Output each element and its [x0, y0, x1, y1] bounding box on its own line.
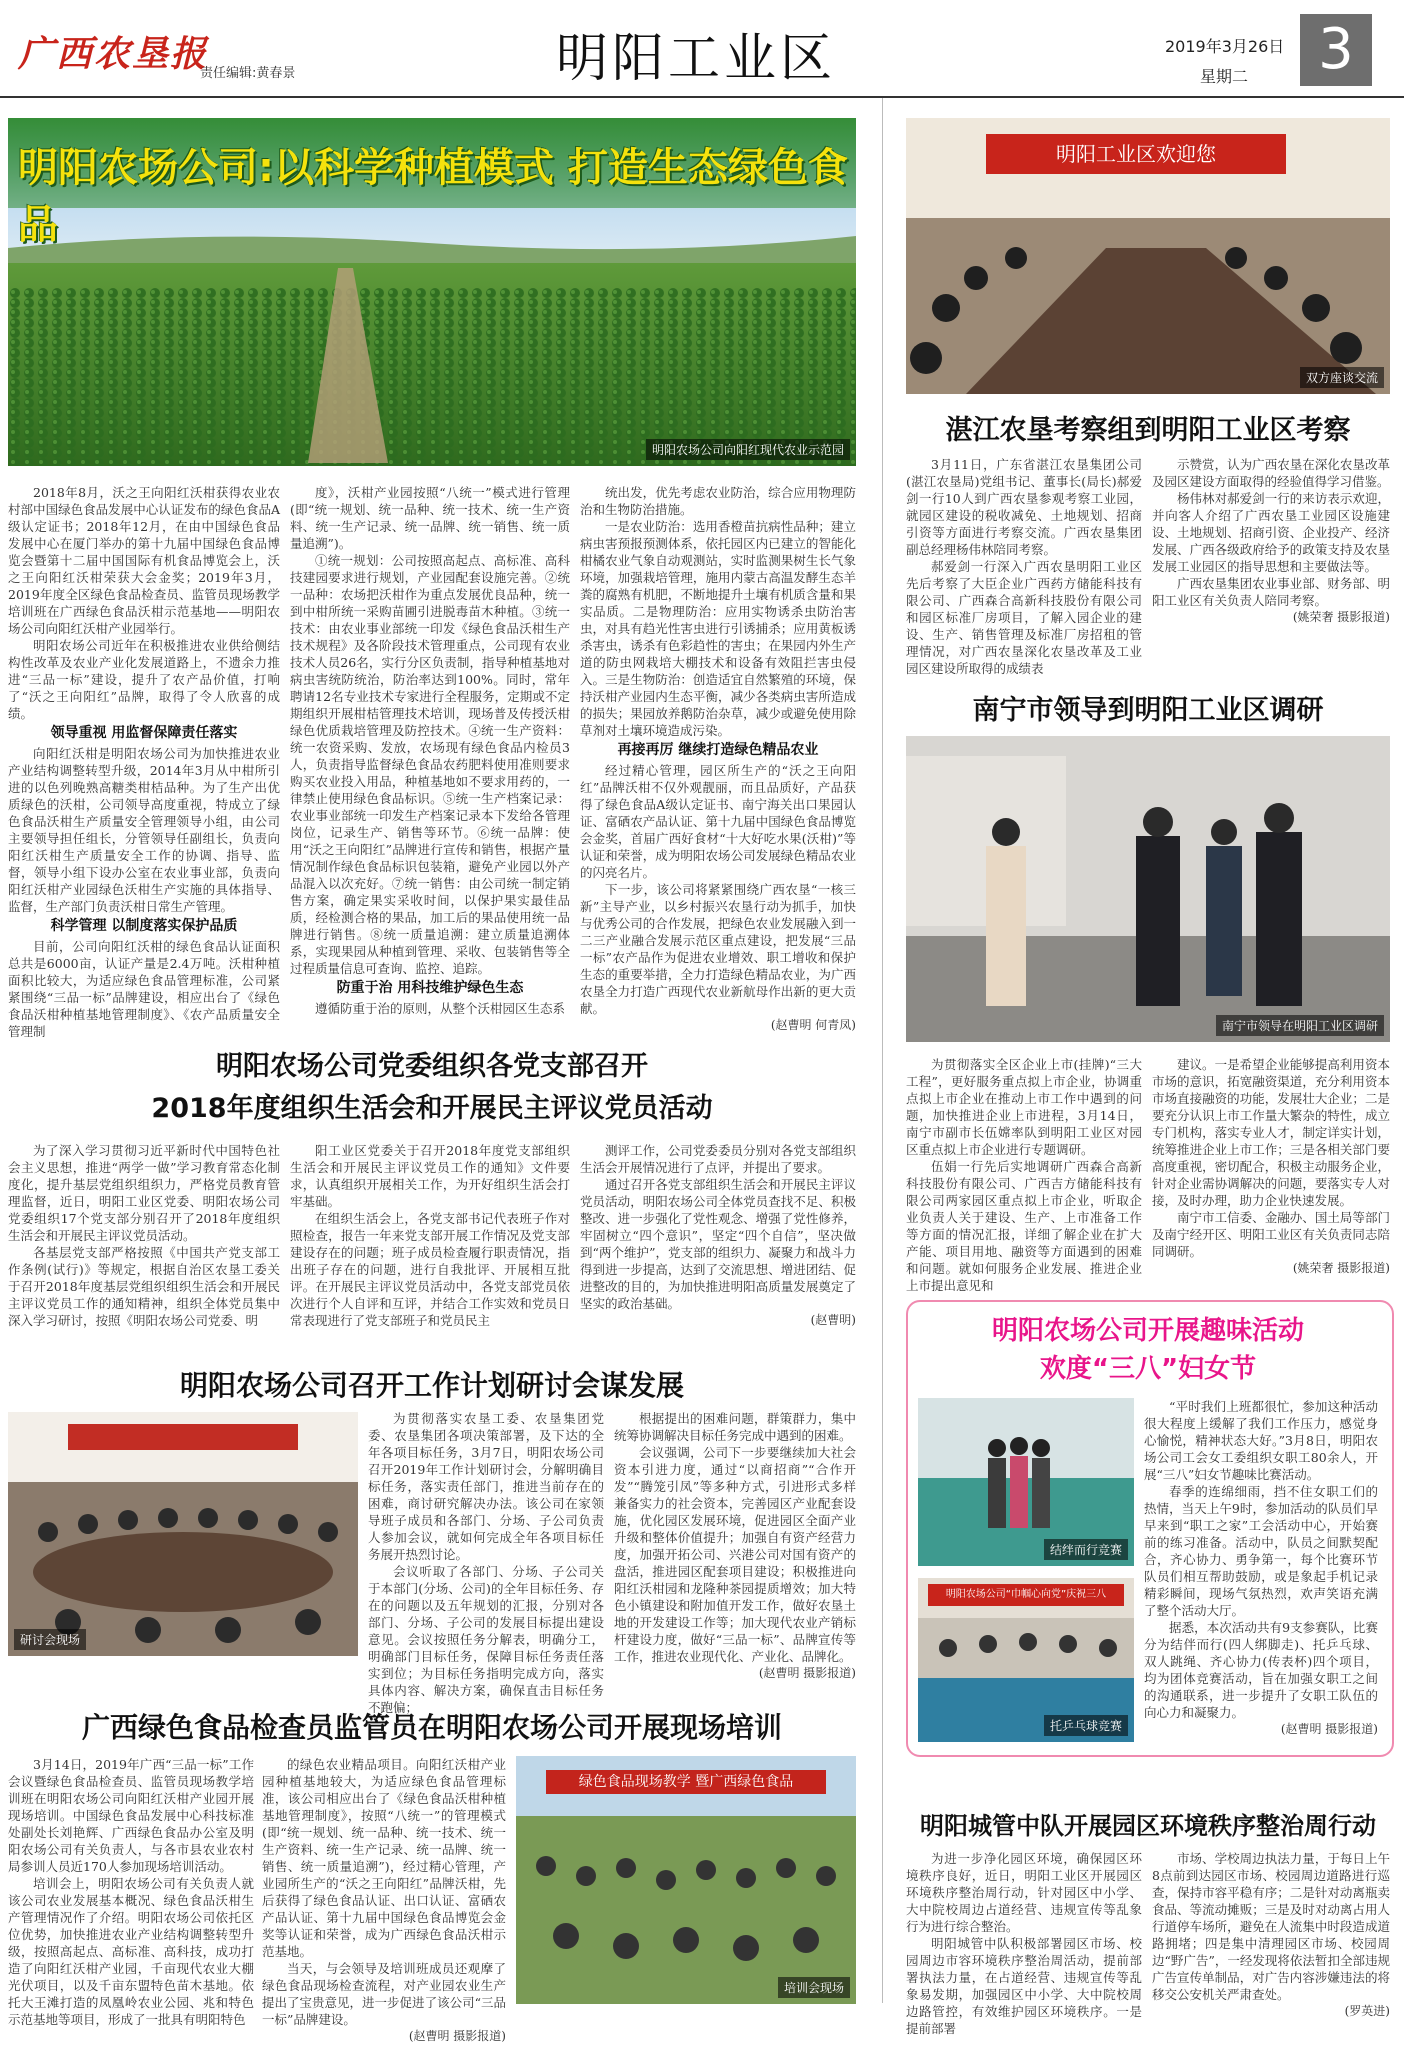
- byline: (赵曹明 摄影报道): [1280, 1722, 1378, 1736]
- paragraph: 各基层党支部严格按照《中国共产党支部工作条例(试行)》等规定，根据自治区农垦工委关于召开2018年度基层党组织组织生活会和开展民主评议党员工作的通知精神，组织全体党员集中深入学习研讨，按照《明阳农场公司党委、明: [8, 1245, 280, 1328]
- seminar-photo: [8, 1412, 358, 1656]
- paragraph: 会议听取了各部门、分场、子公司关于本部门(分场、公司)的全年目标任务、存在的问题以及五年规划的汇报，分别对各部门、分场、子公司的发展目标提出建设意见。会议按照任务分解表，明确分工，明确部门目标任务，保障目标任务责任落实到位；为目标任务指明完成方向，落实具体内容、解决方案，确保直击目标任务不跑偏；: [368, 1564, 604, 1715]
- byline: (赵曹明 何青凤): [770, 1018, 856, 1032]
- paragraph: 为进一步净化园区环境，确保园区环境秩序良好，近日，明阳工业区开展园区环境秩序整治周行动，针对园区中小学、大中院校周边占道经营、违规宣传等乱象行为进行综合整治。: [906, 1851, 1142, 1934]
- title-line: 欢度“三八”妇女节: [1039, 1354, 1257, 1384]
- paragraph: 明阳农场公司近年在积极推进农业供给侧结构性改革及农业产业化发展道路上，不遗余力推进“三品一标”建设，提升了农产品价值，打响了“沃之王向阳红”品牌，取得了令人欣喜的成绩。: [8, 638, 280, 721]
- article-a4-col2: [262, 1756, 506, 2043]
- paragraph: 会议强调，公司下一步要继续加大社会资本引进力度，通过“以商招商”“合作开发”“腾笼引凤”等多种方式，引进形式多样兼备实力的社会资本，完善园区产业配套设施，优化园区发展环境，促进园区全面产业升级和整体价值提升；加强自有资产经营力度，加强开拓公司、兴港公司对国有资产的盘活，推进园区配套项目建设；积极推进向阳红沃柑园和龙隆种茶园提质增效；加大特色小镇建设和附加值开发工作，做好农垦土地的开发建设工作等；加大现代农业产销标杆建设力度，做好“三品一标”、品牌宣传等工作，推进农业现代化、产业化、品牌化。: [614, 1445, 856, 1664]
- article-a3-col1: [368, 1410, 604, 1715]
- byline: (赵曹明): [810, 1313, 856, 1327]
- seminar-illustration: [8, 1412, 358, 1656]
- paragraph: 据悉，本次活动共有9支参赛队，比赛分为结伴而行(四人绑脚走)、托乒乓球、双人跳绳、齐心协力(传表杯)四个项目，均为团体竞赛活动，旨在加强女职工之间的沟通联系，进一步提升了女职工队伍的向心力和凝聚力。: [1144, 1620, 1378, 1720]
- paragraph: 培训会上，明阳农场公司有关负责人就该公司农业发展基本概况、绿色食品沃柑生产管理情况作了介绍。明阳农场公司依托区位优势，加快推进农业产业结构调整转型升级，按照高起点、高标准、高科技，成功打造了向阳红沃柑产业园，千亩现代农业大棚光伏项目，以及千亩东盟特色苗木基地。依托大王滩打造的凤凰岭农业公园、兆和特色示范基地等项目，形成了一批具有明阳特色: [8, 1876, 254, 2027]
- responsible-editor: 责任编辑:黄春景: [200, 66, 296, 81]
- byline: (赵曹明 摄影报道): [758, 1666, 856, 1680]
- article-a3-col2: [614, 1410, 856, 1680]
- race-photo-caption: 结绊而行竞赛: [1044, 1539, 1128, 1560]
- article-b2-title: 南宁市领导到明阳工业区调研: [972, 695, 1324, 726]
- article-b1-col1: [906, 456, 1142, 676]
- paragraph: 示赞赏，认为广西农垦在深化农垦改革及园区建设方面取得的经验值得学习借鉴。: [1152, 457, 1390, 489]
- pingpong-photo: [918, 1578, 1134, 1742]
- officials-photo: [906, 736, 1390, 1042]
- subheading: 科学管理 以制度落实保护品质: [50, 918, 238, 934]
- article-b3-title: [916, 1312, 1380, 1388]
- officials-illustration: [906, 736, 1390, 1042]
- paragraph: 的绿色农业精品项目。向阳红沃柑产业园种植基地较大，为适应绿色食品管理标准，该公司相应出台了《绿色食品沃柑种植基地管理制度》，按照“八统一”的管理模式(即“统一规划、统一品种、统一技术、统一生产资料、统一生产记录、统一品牌、统一销售、统一质量追溯”)，经过精心管理，产业园所生产的“沃之王向阳红”品牌沃柑，先后获得了绿色食品认证、出口认证、富硒农产品认证、第十九届中国绿色食品博览会金奖等认证和荣誉，成为广西绿色食品沃柑示范基地。: [262, 1757, 506, 1959]
- officials-photo-caption: 南宁市领导在明阳工业区调研: [1216, 1015, 1384, 1036]
- subheading: 领导重视 用监督保障责任落实: [50, 725, 238, 741]
- paragraph: 南宁市工信委、金融办、国土局等部门及南宁经开区、明阳工业区有关负责同志陪同调研。: [1152, 1210, 1390, 1259]
- paragraph: 阳工业区党委关于召开2018年度党支部组织生活会和开展民主评议党员工作的通知》文件要求，认真组织开展相关工作，为开好组织生活会打牢基础。: [290, 1143, 570, 1209]
- paragraph: 通过召开各党支部组织生活会和开展民主评议党员活动，明阳农场公司全体党员查找不足、积极整改、进一步强化了党性观念、增强了党性修养，牢固树立“四个意识”，坚定“四个自信”，坚决做到“两个维护”，党支部的组织力、凝聚力和战斗力得到进一步提高，达到了交流思想、增进团结、促进整改的目的，为加快推进明阳高质量发展奠定了坚实的政治基础。: [580, 1177, 856, 1311]
- article-a1-col1: [8, 484, 280, 1039]
- paragraph: 杨伟林对郝爱剑一行的来访表示欢迎，并向客人介绍了广西农垦工业园区设施建设、土地规划、招商引资、企业投产、经济发展、广西各级政府给予的政策支持及农垦发展工业园区的指导思想和主要做法等。: [1152, 491, 1390, 574]
- orchard-photo: [8, 118, 856, 466]
- paragraph: 目前，公司向阳红沃柑的绿色食品认证面积总共是6000亩，认证产量是2.4万吨。沃柑种植面积比较大，为适应绿色食品管理标准，公司紧紧围绕“三品一标”品牌建设，相应出台了《绿色食品沃柑种植基地管理制度》、《农产品质量安全管理制: [8, 939, 280, 1039]
- article-b4-col1: [906, 1850, 1142, 2036]
- article-b3-text: [1144, 1398, 1378, 1742]
- title-line: 2018年度组织生活会和开展民主评议党员活动: [151, 1093, 713, 1124]
- issue-weekday: 星期二: [1200, 67, 1249, 86]
- paragraph: 当天，与会领导及培训班成员还观摩了绿色食品现场检查流程，对产业园农业生产提出了宝贵意见，进一步促进了该公司“三品一标”品牌建设。: [262, 1961, 506, 2027]
- paragraph: 郝爱剑一行深入广西农垦明阳工业区先后考察了大臣企业广西药方储能科技有限公司、广西森合高新科技股份有限公司和园区标准厂房项目，了解入园企业的建设、生产、销售管理及标准厂房招租的管理情况，对广西农垦深化农垦改革及工业园区建设所取得的成绩表: [906, 559, 1142, 676]
- paragraph: “平时我们上班都很忙，参加这种活动很大程度上缓解了我们工作压力，感觉身心愉悦，精神状态大好。”3月8日，明阳农场公司工会女工委组织女职工80余人，开展“三八”妇女节趣味比赛活动。: [1144, 1399, 1378, 1482]
- paragraph: 下一步，该公司将紧紧围绕广西农垦“一核三新”主导产业，以乡村振兴农垦行动为抓手，加快与优秀公司的合作发展，把绿色农业发展融入到一二三产业融合发展示范区重点建设，把发展“三品一标”农产品作为促进农业增效、职工增收和保护生态的重要举措，全力打造绿色精品农业，为广西农垦全力打造广西现代农业新航母作出新的更大贡献。: [580, 882, 856, 1016]
- paragraph: 市场、学校周边执法力量，于每日上午8点前到达园区市场、校园周边道路进行巡查，保持市容平稳有序；二是针对动离瓶卖食品、等流动摊贩；三是及时对动离占用人行道停车场所，避免在人流集中时段造成道路拥堵；四是集中清理园区市场、校园周边“野广告”，一经发现将依法暂扣全部违规广告宣传单制品，对广告内容涉嫌违法的将移交公安机关严肃查处。: [1152, 1851, 1390, 2002]
- training-banner-text: 绿色食品现场教学 暨广西绿色食品: [578, 1774, 794, 1790]
- byline: (姚荣奢 摄影报道): [1292, 1261, 1390, 1275]
- title-line: 明阳农场公司开展趣味活动: [991, 1316, 1304, 1346]
- paragraph: 为贯彻落实全区企业上市(挂牌)“三大工程”，更好服务重点拟上市企业，协调重点拟上市企业在推动上市工作中遇到的问题，加快推进企业上市进程，3月14日，南宁市副市长伍嫦率队到明阳工业区对园区重点拟上市企业进行专题调研。: [906, 1057, 1142, 1157]
- pingpong-photo-caption: 托乒乓球竞赛: [1044, 1715, 1128, 1736]
- paragraph: 广西农垦集团农业事业部、财务部、明阳工业区有关负责人陪同考察。: [1152, 576, 1390, 608]
- meeting-photo-caption: 双方座谈交流: [1300, 367, 1384, 388]
- article-b2-col2: [1152, 1056, 1390, 1275]
- byline: (赵曹明 摄影报道): [408, 2029, 506, 2043]
- article-b2-col1: [906, 1056, 1142, 1293]
- article-a2-title: [8, 1046, 856, 1130]
- article-a4-title: 广西绿色食品检查员监管员在明阳农场公司开展现场培训: [81, 1711, 782, 1744]
- paragraph: 经过精心管理，园区所生产的“沃之王向阳红”品牌沃柑不仅外观靓丽，而且品质好，产品获得了绿色食品A级认定证书、南宁海关出口果园认证、富硒农产品认证、第十九届中国绿色食品博览会金奖，首届广西好食材“十大好吃水果(沃柑)”等认证和荣誉，成为明阳农场公司发展绿色精品农业的闪亮名片。: [580, 763, 856, 880]
- paragraph: 3月11日，广东省湛江农垦集团公司(湛江农垦局)党组书记、董事长(局长)郝爱剑一行10人到广西农垦参观考察工业园，就园区建设的税收减免、土地规划、招商引资等方面进行考察交流。广西农垦集团副总经理杨伟林陪同考察。: [906, 457, 1142, 557]
- paragraph: 遵循防重于治的原则，从整个沃柑园区生态系: [315, 1001, 566, 1016]
- article-a1-col2: [290, 484, 570, 1016]
- byline: (罗英进): [1344, 2004, 1390, 2018]
- paragraph: 统出发，优先考虑农业防治，综合应用物理防治和生物防治措施。: [580, 485, 856, 517]
- header-divider: [0, 96, 1404, 98]
- paragraph: 根据提出的困难问题，群策群力，集中统筹协调解决目标任务完成中遇到的困难。: [614, 1411, 856, 1443]
- paragraph: 度》，沃柑产业园按照“八统一”模式进行管理(即“统一规划、统一品种、统一技术、统一生产资料、统一生产记录、统一品牌、统一销售、统一质量追溯”)。: [290, 485, 570, 551]
- article-a2-col3: [580, 1142, 856, 1338]
- article-a2-col2: [290, 1142, 570, 1338]
- title-line: 明阳农场公司党委组织各党支部召开: [216, 1051, 648, 1082]
- subheading: 再接再厉 继续打造绿色精品农业: [617, 742, 819, 758]
- meeting-photo: [906, 118, 1390, 394]
- training-photo-caption: 培训会现场: [778, 1977, 850, 1998]
- training-photo: [516, 1756, 856, 2004]
- newspaper-logo: 广西农垦报: [18, 33, 209, 75]
- article-b4-title: 明阳城管中队开展园区环境秩序整治周行动: [920, 1812, 1376, 1840]
- article-b1-title: 湛江农垦考察组到明阳工业区考察: [945, 415, 1351, 446]
- paragraph: 2018年8月，沃之王向阳红沃柑获得农业农村部中国绿色食品发展中心认证发布的绿色食品A级认定证书；2018年12月，在由中国绿色食品发展中心在厦门举办的第十九届中国绿色食品博览会暨第十二届中国国际有机食品博览会上，沃之王向阳红沃柑荣获大会金奖；2019年3月，2019年度全区绿色食品检查员、监管员现场教学培训班在广西绿色食品沃柑示范基地——明阳农场公司向阳红沃柑产业园举行。: [8, 485, 280, 636]
- article-b4-col2: [1152, 1850, 1390, 2018]
- section-title: 明阳工业区: [556, 29, 837, 89]
- issue-date: 2019年3月26日: [1165, 37, 1285, 56]
- subheading: 防重于治 用科技维护绿色生态: [336, 980, 524, 996]
- three-legged-race-photo: [918, 1398, 1134, 1566]
- column-divider: [882, 98, 883, 2003]
- paragraph: 建议。一是希望企业能够提高利用资本市场的意识，拓宽融资渠道，充分利用资本市场直接融资的功能，发展壮大企业；二是要充分认识上市工作量大繁杂的特性，成立专门机构，落实专业人才，制定详实计划，统筹推进企业上市工作；三是各相关部门要高度重视，密切配合，积极主动服务企业，针对企业需协调解决的问题，要落实专人对接，及时办理，助力企业快速发展。: [1152, 1057, 1390, 1208]
- seminar-photo-caption: 研讨会现场: [14, 1629, 86, 1650]
- article-a2-col1: [8, 1142, 280, 1338]
- article-a3-title: 明阳农场公司召开工作计划研讨会谋发展: [179, 1369, 684, 1402]
- paragraph: 伍娟一行先后实地调研广西森合高新科技股份有限公司、广西吉方储能科技有限公司两家园区重点拟上市企业，听取企业负责人关于建设、生产、上市准备工作等方面的情况汇报，详细了解企业在扩大产能、项目用地、融资等方面遇到的困难和问题。就如何服务企业发展、推进企业上市提出意见和: [906, 1159, 1142, 1293]
- paragraph: 为贯彻落实农垦工委、农垦集团党委、农垦集团各项决策部署，及下达的全年各项目标任务，3月7日，明阳农场公司召开2019年工作计划研讨会，分解明确目标任务，落实责任部门，推进当前存在的困难，商讨研究解决办法。该公司在家领导班子成员和各部门、分场、子公司负责人参加会议，就如何完成全年各项目标任务展开热烈讨论。: [368, 1411, 604, 1562]
- orchard-photo-caption: 明阳农场公司向阳红现代农业示范园: [646, 439, 850, 460]
- article-a4-col1: [8, 1756, 254, 2027]
- article-a1-col3: [580, 484, 856, 1032]
- byline: (姚荣奢 摄影报道): [1292, 610, 1390, 624]
- paragraph: 向阳红沃柑是明阳农场公司为加快推进农业产业结构调整转型升级，2014年3月从中柑所引进的以色列晚熟高糖类柑桔品种。为了生产出优质绿色的沃柑，公司领导高度重视，特成立了绿色食品沃柑生产质量安全管理领导小组，由公司主要领导担任组长，分管领导任副组长，负责向阳红沃柑生产质量安全工作的协调、指导、监督，领导小组下设办公室在农业事业部，负责向阳红沃柑产业园绿色沃柑生产实施的具体指导、监督，生产部门负责沃柑日常生产管理。: [8, 746, 280, 914]
- paragraph: 明阳城管中队积极部署园区市场、校园周边市容环境秩序整治周活动，提前部署执法力量，在占道经营、违规宣传等乱象易发期，加强园区中小学、大中院校周边路管控，有效维护园区环境秩序。一是提前部署: [906, 1936, 1142, 2036]
- paragraph: 在组织生活会上，各党支部书记代表班子作对照检查，报告一年来党支部开展工作情况及党支部建设存在的问题；班子成员检查履行职责情况，指出班子存在的问题，进行自我批评、开展相互批评。在开展民主评议党员活动中，各党支部党员依次进行个人自评和互评，并结合工作实效和党员日常表现进行了党支部班子和党员民主: [290, 1211, 570, 1328]
- paragraph: 测评工作，公司党委委员分别对各党支部组织生活会开展情况进行了点评，并提出了要求。: [580, 1143, 856, 1175]
- paragraph: ①统一规划：公司按照高起点、高标准、高科技建园要求进行规划，产业园配套设施完善。②统一品种：农场把沃柑作为重点发展优良品种，统一到中柑所统一采购苗圃引进脱毒苗木种植。③统一技术：由农业事业部统一印发《绿色食品沃柑生产技术规程》及各阶段技术管理重点，公司现有农业技术人员26名，实行分区负责制，指导种植基地对病虫害统防统治，防治率达到100%。同时，常年聘请12名专业技术专家进行全程服务，定期或不定期组织开展柑桔管理技术培训，现场普及传授沃柑绿色优质栽培管理及防控技术。④统一生产资料：统一农资采购、发放，农场现有绿色食品内检员3人，负责指导监督绿色食品农药肥料使用准则要求购买农业投入用品，种植基地如不要求用药的，一律禁止使用绿色食品标识。⑤统一生产档案记录：农业事业部统一印发生产档案记录本下发给各管理岗位，记录生产、销售等环节。⑥统一品牌：使用“沃之王向阳红”品牌进行宣传和销售，根据产量情况制作绿色食品标识包装箱，避免产业园以外产品混入以次充好。⑦统一销售：由公司统一制定销售方案，确定果实采收时间，以保护果实最佳品质，经检测合格的果品，加工后的果品使用统一品牌进行销售。⑧统一质量追溯：建立质量追溯体系，实现果园从种植到管理、采收、包装销售等全过程质量信息可查询、监控、追踪。: [290, 553, 570, 976]
- page-number: 3: [1300, 14, 1372, 86]
- pingpong-banner-text: 明阳农场公司“巾帼心向党”庆祝三八: [945, 1589, 1107, 1600]
- paragraph: 3月14日，2019年广西“三品一标”工作会议暨绿色食品检查员、监管员现场教学培训班在明阳农场公司向阳红沃柑产业园开展现场培训。中国绿色食品发展中心科技标准处副处长刘艳辉、广西绿色食品办公室及明阳农场公司有关负责人，与各市县农业农村局参训人员近170人参加现场培训活动。: [8, 1757, 254, 1874]
- paragraph: 为了深入学习贯彻习近平新时代中国特色社会主义思想，推进“两学一做”学习教育常态化制度化，提升基层党组织组织力，严格党员教育管理监督，近日，明阳工业区党委、明阳农场公司党委组织17个党支部分别召开了2018年度组织生活会和开展民主评议党员活动。: [8, 1143, 280, 1243]
- article-b1-col2: [1152, 456, 1390, 656]
- paragraph: 春季的连绵细雨，挡不住女职工们的热情，当天上午9时，参加活动的队员们早早来到“职工之家”工会活动中心，开始赛前的练习准备。活动中，队员之间默契配合，齐心协力、勇争第一，每个比赛环节队员们相互帮助鼓励，或是象起手机记录精彩瞬间，现场气氛热烈，欢声笑语充满了整个活动大厅。: [1144, 1484, 1378, 1618]
- paragraph: 一是农业防治：选用香橙苗抗病性品种；建立病虫害预报预测体系，依托园区内已建立的智能化柑橘农业气象自动观测站，实时监测果树生长气象环境，加强栽培管理，施用内蒙古高温发酵生态羊粪的腐熟有机肥，不断地提升土壤有机质含量和果实品质。二是物理防治：应用实物诱杀虫防治害虫，对具有趋光性害虫进行引诱捕杀；应用黄板诱杀害虫，诱杀有色彩趋性的害虫；在果园内外生产道的防虫网栽培大棚技术和设备有效阻拦害虫侵入。三是生物防治：创造适宜自然繁殖的环境，保持沃柑产业园内生态平衡，减少各类病虫害所造成的损失；果园放养鹅防治杂草，减少或避免使用除草剂对土壤环境造成污染。: [580, 519, 856, 738]
- article-a1-banner-title: 明阳农场公司:以科学种植模式 打造生态绿色食品: [18, 145, 848, 248]
- meeting-banner-text: 明阳工业区欢迎您: [1056, 142, 1216, 166]
